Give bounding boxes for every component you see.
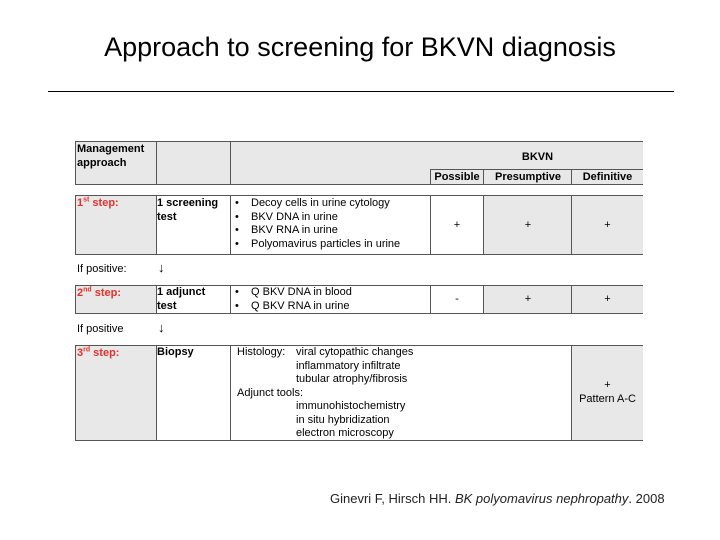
step3-definitive-line2: Pattern A-C <box>579 392 636 405</box>
header-management-line2: approach <box>77 156 127 169</box>
list-item: • BKV RNA in urine <box>233 224 400 238</box>
header-possible: Possible <box>434 171 480 183</box>
grid-line <box>430 285 431 313</box>
header-definitive: Definitive <box>582 171 633 183</box>
list-item: • BKV DNA in urine <box>233 211 400 225</box>
grid-line <box>430 169 431 185</box>
list-item: in situ hybridization <box>296 413 390 426</box>
citation <box>330 491 665 506</box>
grid-line <box>75 345 76 441</box>
if-positive-2: If positive <box>77 323 124 335</box>
list-item: • Q BKV RNA in urine <box>233 300 352 314</box>
step3-definitive <box>572 379 643 406</box>
step1-definitive: + <box>604 219 611 231</box>
step2-test-line2: test <box>157 299 177 312</box>
list-item: electron microscopy <box>296 427 394 439</box>
grid-line <box>156 345 157 441</box>
adjunct-list <box>296 400 405 441</box>
step2-possible: - <box>455 293 459 305</box>
grid-line <box>156 141 157 185</box>
step3-definitive-line1: + <box>604 379 611 391</box>
grid-line <box>75 345 643 346</box>
step2-test-line1: 1 adjunct <box>157 286 206 298</box>
list-item: viral cytopathic changes <box>296 346 414 358</box>
grid-line <box>571 285 572 313</box>
step1-label <box>77 197 119 211</box>
step3-label-sup: rd <box>83 346 91 354</box>
arrow-down-icon: ↓ <box>158 260 165 275</box>
grid-line <box>571 345 572 441</box>
list-item: inflammatory infiltrate <box>296 359 401 372</box>
arrow-down-icon: ↓ <box>158 320 165 335</box>
if-positive-1: If positive: <box>77 263 127 275</box>
grid-line <box>75 195 643 196</box>
list-item: immunohistochemistry <box>296 400 406 412</box>
grid-line <box>483 169 484 185</box>
grid-line <box>75 195 76 254</box>
step2-definitive: + <box>604 293 611 305</box>
title-divider <box>48 91 674 92</box>
grid-line <box>571 169 572 185</box>
grid-line <box>75 141 76 185</box>
step3-label-num: 3 <box>77 347 84 359</box>
step1-possible: + <box>453 219 461 231</box>
step2-label-rest: step: <box>91 287 122 299</box>
step1-methods-list <box>233 197 400 251</box>
list-item: • Polyomavirus particles in urine <box>233 238 400 252</box>
step3-label <box>77 347 119 361</box>
grid-line <box>571 195 572 254</box>
step1-label-num: 1 <box>77 197 84 209</box>
step2-test <box>157 286 232 313</box>
step1-test <box>157 197 232 224</box>
adjunct-label: Adjunct tools: <box>237 387 304 399</box>
header-management-line1: Management <box>77 143 145 155</box>
slide-title: Approach to screening for BKVN diagnosis <box>104 32 616 62</box>
grid-line <box>75 313 643 314</box>
citation-year: . 2008 <box>628 491 665 506</box>
step1-label-sup: st <box>83 196 90 204</box>
header-bkvn: BKVN <box>521 151 554 163</box>
step1-test-line2: test <box>157 210 177 223</box>
grid-line <box>75 285 643 286</box>
grid-line <box>156 195 157 254</box>
grid-line <box>430 195 431 254</box>
step1-test-line1: 1 screening <box>157 197 219 209</box>
citation-authors: Ginevri F, Hirsch HH. <box>330 491 455 506</box>
step2-label-num: 2 <box>77 287 84 299</box>
bkvn-screening-table <box>75 141 643 441</box>
grid-line <box>230 195 231 254</box>
citation-title: BK polyomavirus nephropathy <box>454 491 629 506</box>
grid-line <box>75 254 643 255</box>
grid-line <box>430 169 643 170</box>
grid-line <box>230 345 231 441</box>
step2-presumptive: + <box>524 293 532 305</box>
grid-line <box>75 285 76 313</box>
list-item: tubular atrophy/fibrosis <box>296 373 408 385</box>
step1-presumptive: + <box>524 219 532 231</box>
histology-list <box>296 346 413 387</box>
header-management <box>77 143 157 170</box>
list-item: • Decoy cells in urine cytology <box>233 197 400 211</box>
step2-methods-list <box>233 286 352 313</box>
grid-line <box>230 285 231 313</box>
grid-line <box>483 285 484 313</box>
list-item: • Q BKV DNA in blood <box>233 286 352 300</box>
step1-label-rest: step: <box>89 197 119 209</box>
histology-label: Histology: <box>237 346 286 358</box>
step2-label <box>77 287 121 301</box>
grid-line <box>75 184 643 185</box>
step2-label-sup: nd <box>83 286 92 294</box>
grid-line <box>75 141 643 142</box>
grid-line <box>156 285 157 313</box>
header-presumptive: Presumptive <box>494 171 562 183</box>
step3-label-rest: step: <box>90 347 120 359</box>
grid-line <box>230 141 231 185</box>
grid-line <box>483 195 484 254</box>
grid-line <box>75 440 643 441</box>
step3-test: Biopsy <box>157 346 194 358</box>
